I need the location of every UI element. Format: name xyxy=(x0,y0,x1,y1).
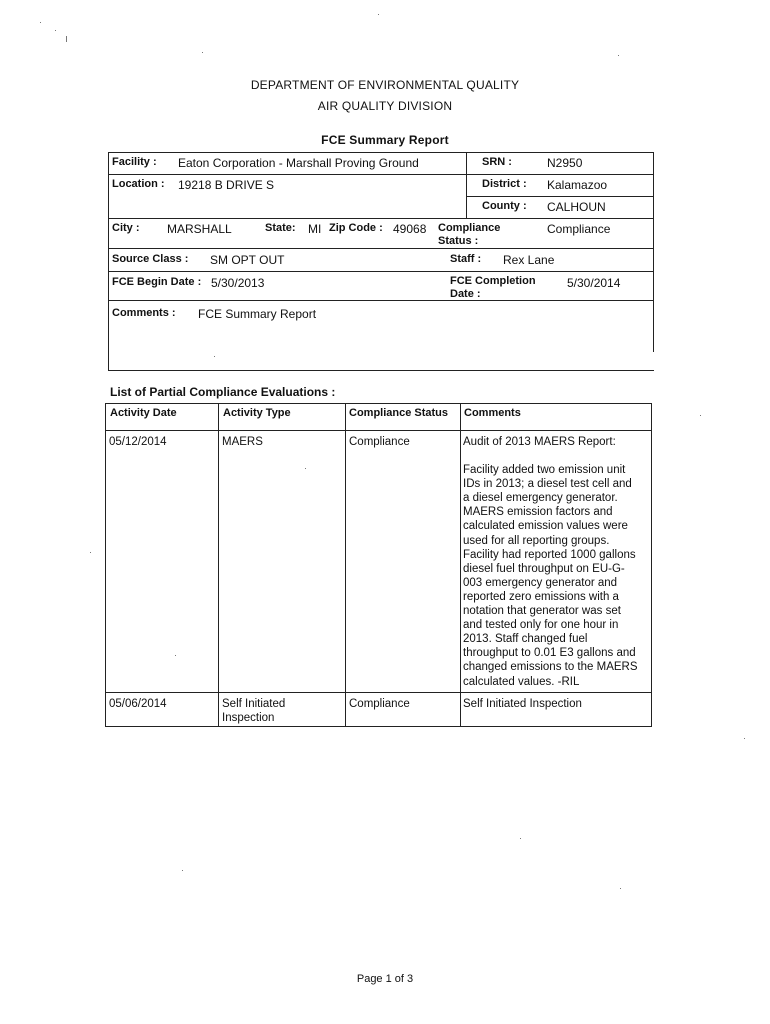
zip-value: 49068 xyxy=(393,222,427,236)
comment-line: calculated values. -RIL xyxy=(463,675,580,688)
source-class-label: Source Class : xyxy=(112,253,189,265)
staff-label: Staff : xyxy=(450,253,482,265)
report-title: FCE Summary Report xyxy=(321,133,449,147)
county-value: CALHOUN xyxy=(547,200,606,214)
comment-line: throughput to 0.01 E3 gallons and xyxy=(463,647,636,660)
city-value: MARSHALL xyxy=(167,222,232,236)
fce-begin-label: FCE Begin Date : xyxy=(112,276,202,288)
activity-type-cell: Self Initiated xyxy=(222,698,286,710)
district-label: District : xyxy=(482,178,527,190)
city-label: City : xyxy=(112,222,140,234)
state-value: MI xyxy=(308,222,322,236)
compliance-status-cell: Compliance xyxy=(349,698,410,710)
source-class-value: SM OPT OUT xyxy=(210,253,285,267)
comment-line: used for all reporting groups. xyxy=(463,534,610,547)
comment-line: 003 emergency generator and xyxy=(463,576,618,589)
activity-type-cell: MAERS xyxy=(222,436,263,448)
location-label: Location : xyxy=(112,178,165,190)
srn-value: N2950 xyxy=(547,156,583,170)
comment-line: a diesel emergency generator. xyxy=(463,492,618,505)
staff-value: Rex Lane xyxy=(503,253,555,267)
compliance-status-value: Compliance xyxy=(547,222,611,236)
comment-line: MAERS emission factors and xyxy=(463,506,613,519)
department-title: DEPARTMENT OF ENVIRONMENTAL QUALITY xyxy=(250,78,520,92)
facility-label: Facility : xyxy=(112,156,157,168)
srn-label: SRN : xyxy=(482,156,512,168)
column-header-compliance-status: Compliance Status xyxy=(349,407,449,419)
county-label: County : xyxy=(482,200,527,212)
comment-line: and tested only for one hour in xyxy=(463,619,619,632)
state-label: State: xyxy=(265,222,296,234)
comment-line: Facility had reported 1000 gallons xyxy=(463,548,636,561)
comment-line: calculated emission values were xyxy=(463,520,628,533)
compliance-status-label: Compliance xyxy=(438,222,501,234)
compliance-status-cell: Compliance xyxy=(349,436,410,448)
facility-value: Eaton Corporation - Marshall Proving Ground xyxy=(178,156,419,170)
comments-label: Comments : xyxy=(112,307,176,319)
page-number: Page 1 of 3 xyxy=(356,973,414,985)
comments-cell: Self Initiated Inspection xyxy=(463,698,582,710)
activity-date-cell: 05/12/2014 xyxy=(109,436,167,448)
fce-completion-label: FCE Completion xyxy=(450,275,536,287)
division-title: AIR QUALITY DIVISION xyxy=(317,99,453,113)
comment-line: notation that generator was set xyxy=(463,605,621,618)
comment-line: IDs in 2013; a diesel test cell and xyxy=(463,478,632,491)
activity-type-cell-line-2: Inspection xyxy=(222,712,275,724)
fce-completion-value: 5/30/2014 xyxy=(567,276,621,290)
activity-date-cell: 05/06/2014 xyxy=(109,698,167,710)
comments-cell xyxy=(463,435,651,689)
comment-line: reported zero emissions with a xyxy=(463,590,619,603)
fce-begin-value: 5/30/2013 xyxy=(211,276,265,290)
fce-completion-label-2: Date : xyxy=(450,288,481,300)
column-header-activity-date: Activity Date xyxy=(110,407,177,419)
district-value: Kalamazoo xyxy=(547,178,608,192)
comment-line: Audit of 2013 MAERS Report: xyxy=(463,436,616,448)
comments-value: FCE Summary Report xyxy=(198,307,317,321)
comment-line: diesel fuel throughput on EU-G- xyxy=(463,562,625,575)
zip-label: Zip Code : xyxy=(329,222,383,234)
comment-spacer xyxy=(463,449,651,463)
location-value: 19218 B DRIVE S xyxy=(178,178,275,192)
column-header-activity-type: Activity Type xyxy=(223,407,291,419)
evaluations-title: List of Partial Compliance Evaluations : xyxy=(110,385,336,399)
comment-line: 2013. Staff changed fuel xyxy=(463,633,588,646)
column-header-comments: Comments xyxy=(464,407,521,419)
comment-line: Facility added two emission unit xyxy=(463,464,626,477)
compliance-status-label-2: Status : xyxy=(438,235,479,247)
comment-line: changed emissions to the MAERS xyxy=(463,661,638,674)
